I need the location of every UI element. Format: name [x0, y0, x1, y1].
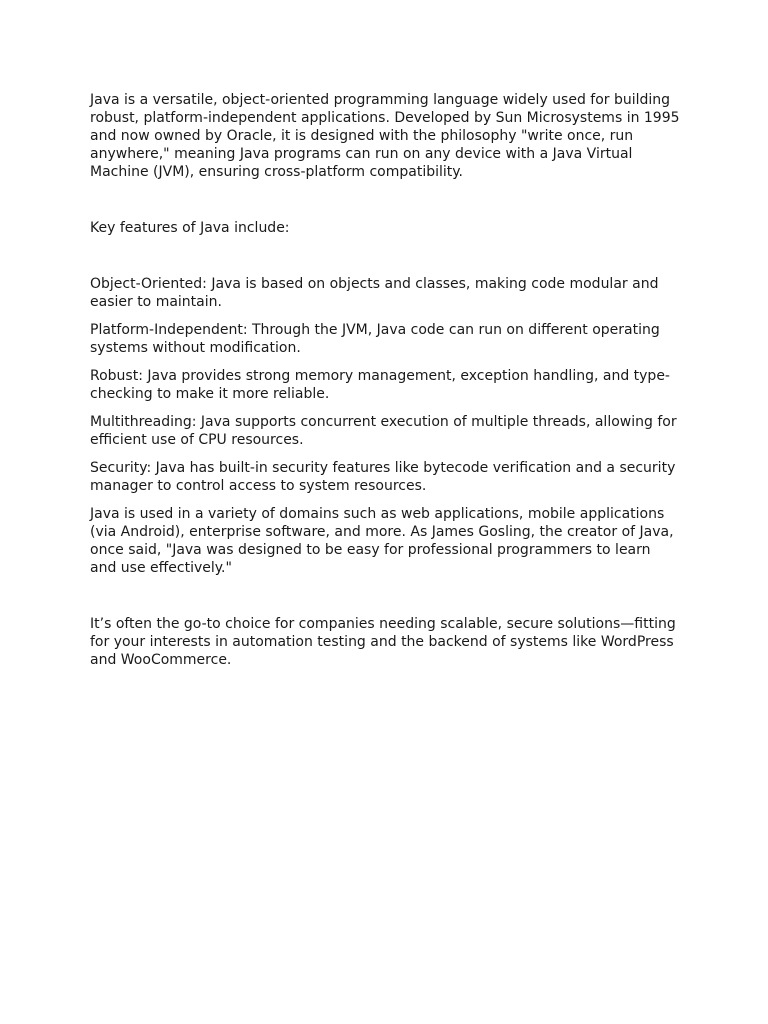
feature-robust: Robust: Java provides strong memory management, exception handling, and type-checking to make it more reliable.: [90, 368, 670, 402]
feature-security: Security: Java has built-in security features like bytecode verification and a security manager to control access to system resources.: [90, 460, 676, 494]
feature-platform-independent: Platform-Independent: Through the JVM, Java code can run on different operating systems without modification.: [90, 322, 660, 356]
document-body: [90, 91, 680, 669]
usage-paragraph: Java is used in a variety of domains such as web applications, mobile applications (via Android), enterprise software, and more. As James Gosling, the creator of Java, once said, "Java was designed to be easy for professional programmers to learn and use effectively.": [90, 506, 674, 576]
feature-object-oriented: Object-Oriented: Java is based on objects and classes, making code modular and easier to maintain.: [90, 276, 659, 310]
intro-paragraph: Java is a versatile, object-oriented programming language widely used for building robust, platform-independent applications. Developed by Sun Microsystems in 1995 and now owned by Oracle, it is designed with the philosophy "write once, run anywhere," meaning Java programs can run on any device with a Java Virtual Machine (JVM), ensuring cross-platform compatibility.: [90, 92, 680, 180]
feature-multithreading: Multithreading: Java supports concurrent execution of multiple threads, allowing for efficient use of CPU resources.: [90, 414, 677, 448]
features-heading: Key features of Java include:: [90, 220, 290, 236]
closing-paragraph: It’s often the go-to choice for companies needing scalable, secure solutions—fitting for your interests in automation testing and the backend of systems like WordPress and WooCommerce.: [90, 616, 676, 668]
